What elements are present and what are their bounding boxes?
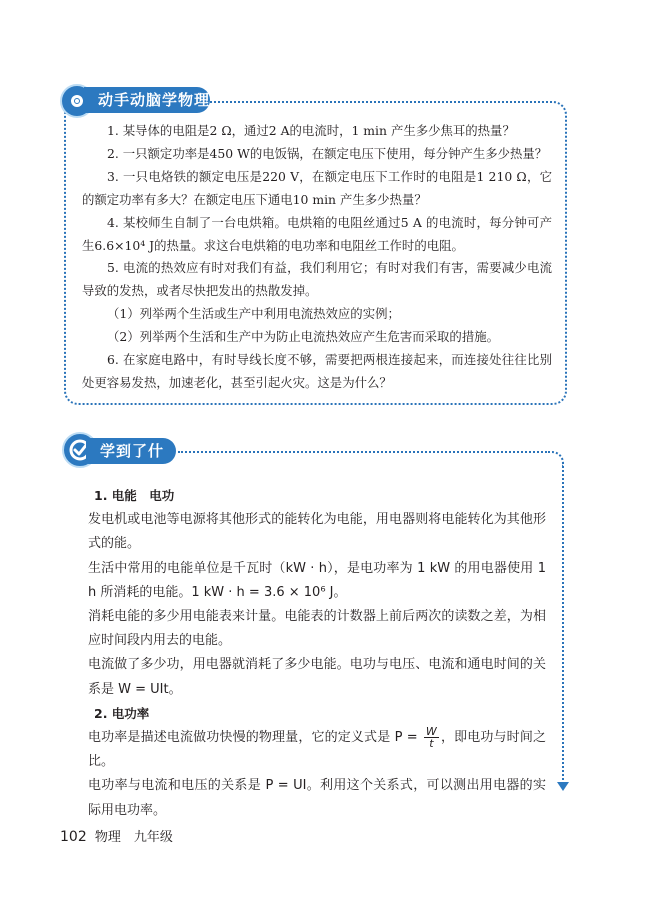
section-heading-2: 2. 电功率 (94, 705, 150, 721)
exercise-item-5: 5. 电流的热效应有时对我们有益，我们利用它；有时对我们有害，需要减少电流导致的发热，或者尽快把发出的热散发掉。 (82, 260, 552, 299)
exercise-item-1: 1. 某导体的电阻是2 Ω，通过2 A的电流时，1 min 产生多少焦耳的热量？ (107, 123, 515, 138)
exercise-item-3: 3. 一只电烙铁的额定电压是220 V，在额定电压下工作时的电阻是1 210 Ω，它的额定功率有多大？在额定电压下通电10 min 产生多少热量？ (82, 168, 552, 207)
summary-para-2: 生活中常用的电能单位是千瓦时（kW · h），是电功率为 1 kW 的用电器使用 1 h 所消耗的电能。1 kW · h = 3.6 × 10⁶ J。 (88, 560, 546, 600)
down-arrow-icon (557, 782, 569, 791)
para5-after: ，即电功与时间之比。 (88, 730, 546, 770)
power-fraction (424, 726, 439, 749)
exercise-item-2: 2. 一只额定功率是450 W的电饭锅，在额定电压下使用，每分钟产生多少热量？ (107, 145, 548, 161)
summary-para-1: 发电机或电池等电源将其他形式的能转化为电能，用电器则将电能转化为其他形式的能。 (88, 512, 546, 552)
summary-content (88, 484, 546, 823)
exercise-list (82, 120, 552, 395)
page-footer (60, 826, 173, 845)
exercise-item-5-1: （1）列举两个生活或生产中利用电流热效应的实例； (107, 306, 400, 322)
summary-para-6: 电功率与电流和电压的关系是 P = UI。利用这个关系式，可以测出用电器的实际用电功率。 (88, 778, 546, 818)
page-number: 102 (60, 829, 87, 845)
exercise-item-6: 6. 在家庭电路中，有时导线长度不够，需要把两根连接起来，而连接处往往比别处更容易发热，加速老化，甚至引起火灾。这是为什么？ (82, 352, 552, 390)
exercise-item-5-2: （2）列举两个生活和生产中为防止电流热效应产生危害而采取的措施。 (107, 329, 499, 345)
fraction-numerator: W (425, 725, 437, 739)
section-heading-1: 1. 电能 电功 (94, 488, 175, 503)
summary-divider (178, 451, 550, 453)
exercise-title: 动手动脑学物理 (84, 87, 210, 113)
fraction-denominator: t (429, 737, 434, 751)
para5-before: 电功率是描述电流做功快慢的物理量，它的定义式是 P = (88, 730, 422, 746)
summary-para-5 (88, 726, 546, 774)
summary-title: 学到了什么 (86, 438, 176, 464)
summary-para-3: 消耗电能的多少用电能表来计量。电能表的计数器上前后两次的读数之差，为相应时间段内用去的电能。 (88, 609, 546, 649)
summary-side-line (562, 462, 564, 784)
summary-para-4: 电流做了多少功，用电器就消耗了多少电能。电功与电压、电流和通电时间的关系是 W = UIt。 (88, 657, 546, 697)
exercise-item-4: 4. 某校师生自制了一台电烘箱。电烘箱的电阻丝通过5 A 的电流时，每分钟可产生6.6×10⁴ J的热量。求这台电烘箱的电功率和电阻丝工作时的电阻。 (82, 214, 552, 253)
book-title: 物理 九年级 (94, 830, 173, 845)
